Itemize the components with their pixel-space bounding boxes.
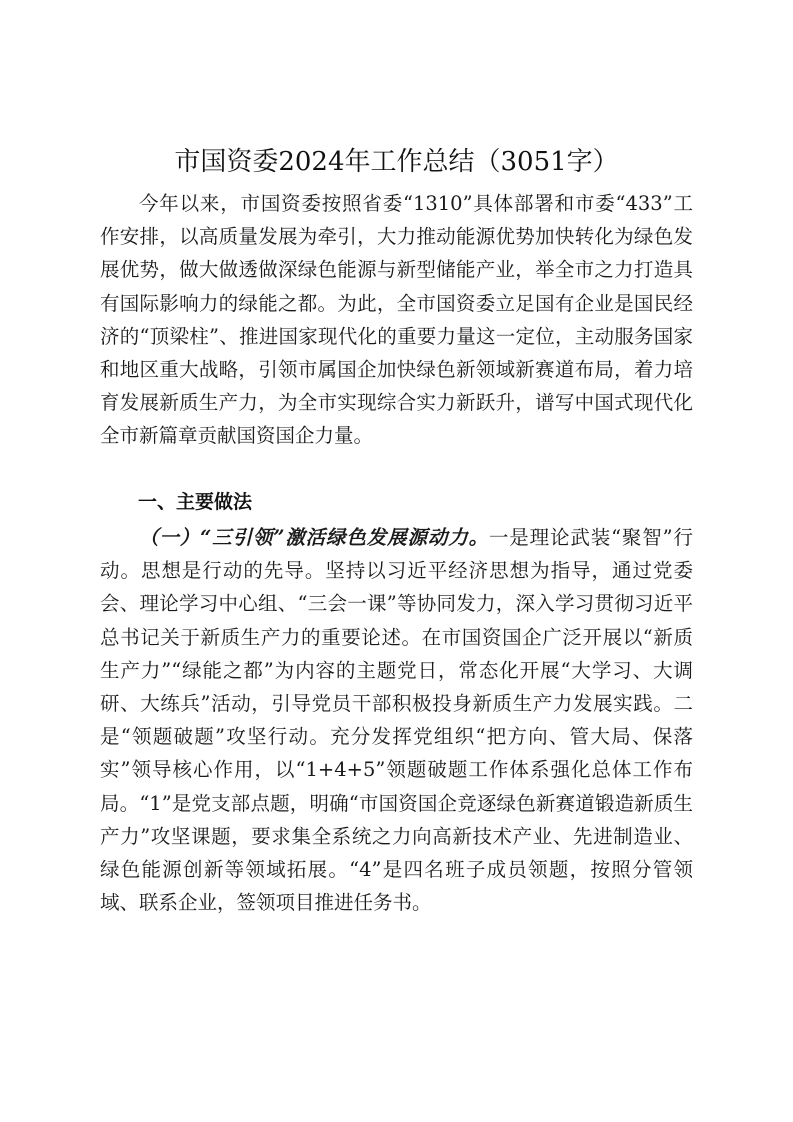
section-heading: 一、主要做法 [138,491,253,513]
subsection-paragraph [100,521,693,919]
subsection-body: 一是理论武装“聚智”行动。思想是行动的先导。坚持以习近平经济思想为指导，通过党委会、理论学习中心组、“三会一课”等协同发力，深入学习贯彻习近平总书记关于新质生产力的重要论述。在市国资国企广泛开展以“新质生产力”“绿能之都”为内容的主题党日，常态化开展“大学习、大调研、大练兵”活动，引导党员干部积极投身新质生产力发展实践。二是“领题破题”攻坚行动。充分发挥党组织“把方向、管大局、保落实”领导核心作用，以“1+4+5”领题破题工作体系强化总体工作布局。“1”是党支部点题，明确“市国资国企竞逐绿色新赛道锻造新质生产力”攻坚课题，要求集全系统之力向高新技术产业、先进制造业、绿色能源创新等领域拓展。“4”是四名班子成员领题，按照分管领域、联系企业，签领项目推进任务书。 [100,526,693,915]
document-title: 市国资委2024年工作总结（3051字） [174,147,619,177]
intro-paragraph: 今年以来，市国资委按照省委“1310”具体部署和市委“433”工作安排，以高质量发展为牵引，大力推动能源优势加快转化为绿色发展优势，做大做透做深绿色能源与新型储能产业，举全市之力打造具有国际影响力的绿能之都。为此，全市国资委立足国有企业是国民经济的“顶梁柱”、推进国家现代化的重要力量这一定位，主动服务国家和地区重大战略，引领市属国企加快绿色新领域新赛道布局，着力培育发展新质生产力，为全市实现综合实力新跃升，谱写中国式现代化全市新篇章贡献国资国企力量。 [100,192,693,448]
subsection-heading: （一）“三引领”激活绿色发展源动力。 [139,526,489,549]
